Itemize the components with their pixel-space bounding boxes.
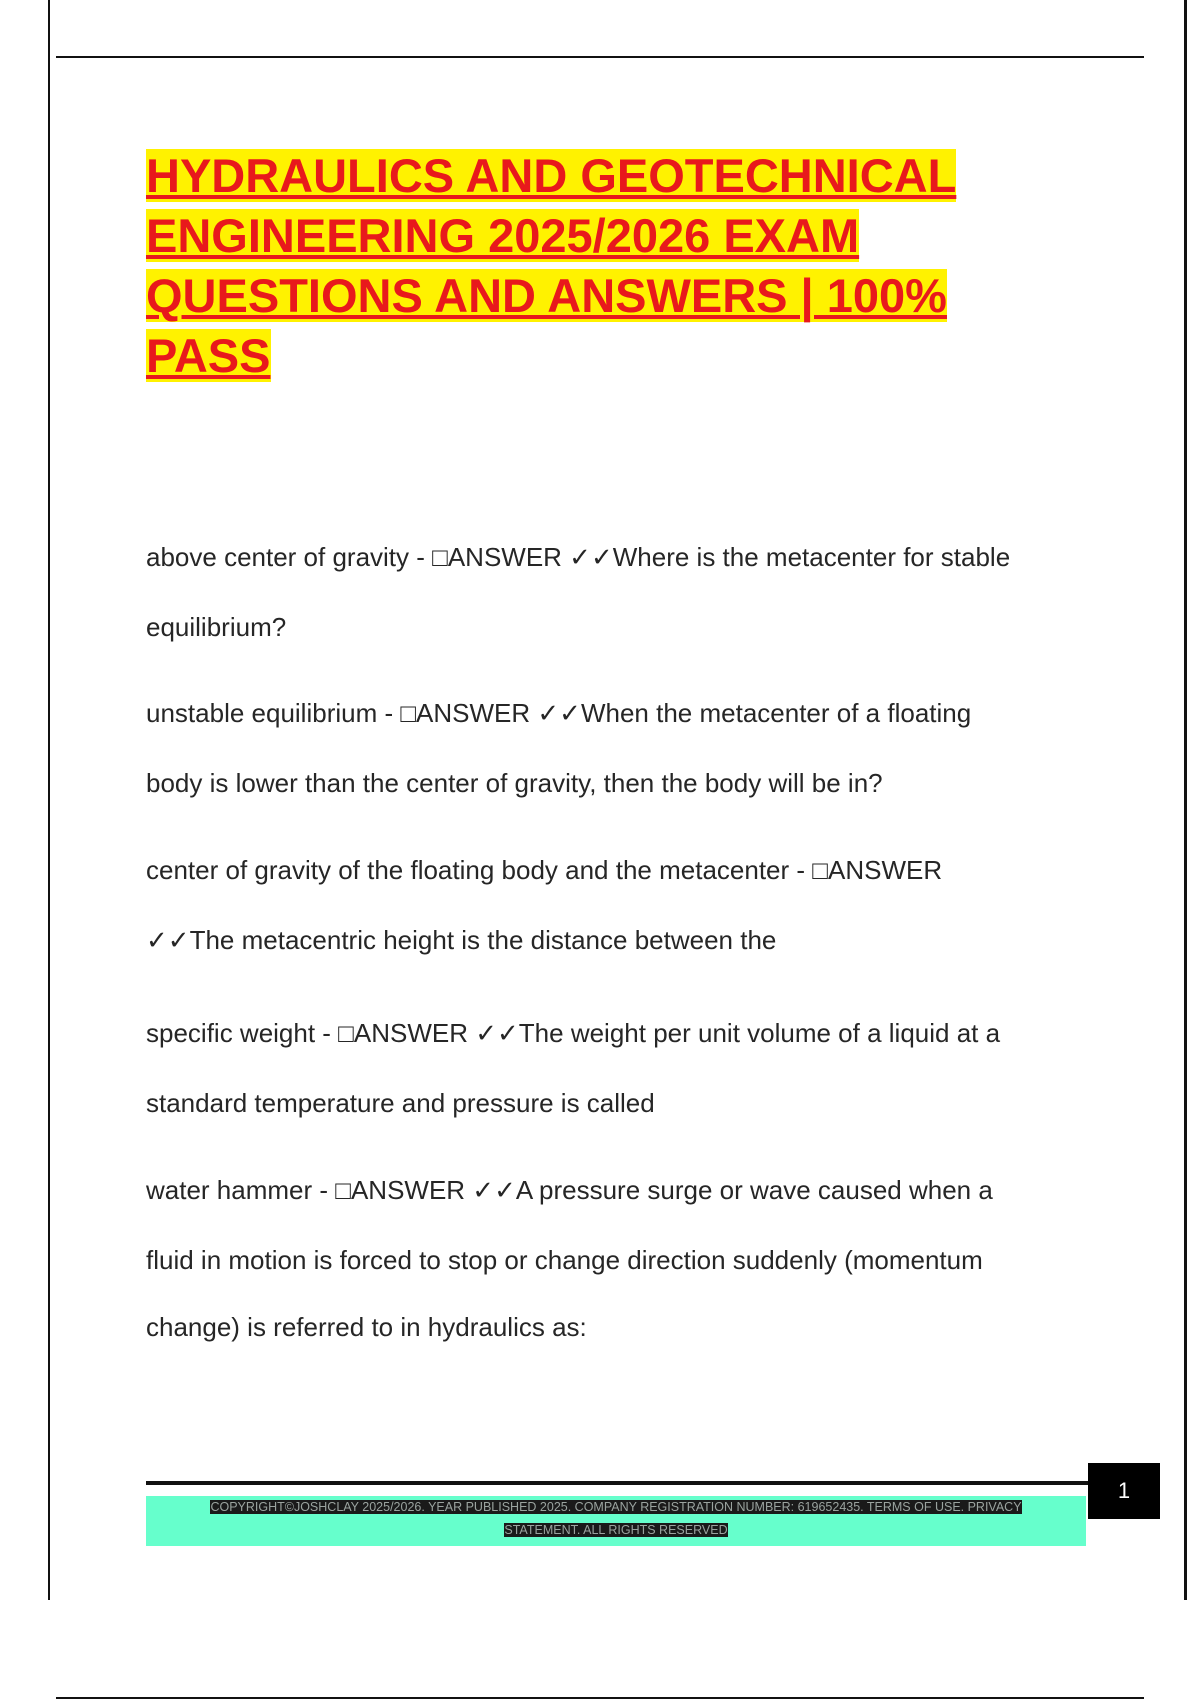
title-line: HYDRAULICS AND GEOTECHNICAL xyxy=(146,149,957,202)
qa-item xyxy=(146,1155,1096,1359)
qa-line: unstable equilibrium - □ANSWER ✓✓When the metacenter of a floating xyxy=(146,698,972,728)
qa-line: fluid in motion is forced to stop or change direction suddenly (momentum xyxy=(146,1245,983,1275)
page-border-right xyxy=(1184,0,1187,1600)
qa-line: standard temperature and pressure is called xyxy=(146,1088,655,1118)
title-line: ENGINEERING 2025/2026 EXAM xyxy=(146,209,860,262)
qa-line: body is lower than the center of gravity, then the body will be in? xyxy=(146,768,883,798)
copyright-line: STATEMENT. ALL RIGHTS RESERVED xyxy=(504,1523,728,1537)
qa-line: equilibrium? xyxy=(146,612,287,642)
qa-item xyxy=(146,522,1096,662)
page-border-left xyxy=(48,0,50,1600)
qa-line: water hammer - □ANSWER ✓✓A pressure surge or wave caused when a xyxy=(146,1175,993,1205)
qa-item xyxy=(146,998,1096,1138)
top-rule xyxy=(56,56,1144,58)
qa-item xyxy=(146,678,1096,818)
qa-item xyxy=(146,835,1096,975)
footer-rule xyxy=(146,1481,1088,1485)
qa-line: above center of gravity - □ANSWER ✓✓Where is the metacenter for stable xyxy=(146,542,1011,572)
page-number: 1 xyxy=(1088,1463,1160,1519)
title-line: PASS xyxy=(146,329,271,382)
qa-line: change) is referred to in hydraulics as: xyxy=(146,1312,587,1342)
qa-line: center of gravity of the floating body and the metacenter - □ANSWER xyxy=(146,855,943,885)
bottom-rule xyxy=(56,1697,1144,1699)
title-line: QUESTIONS AND ANSWERS | 100% xyxy=(146,269,947,322)
document-title xyxy=(146,146,1046,386)
copyright-line: COPYRIGHT©JOSHCLAY 2025/2026. YEAR PUBLISHED 2025. COMPANY REGISTRATION NUMBER: 619652435. TERMS OF USE. PRIVACY xyxy=(210,1500,1022,1514)
qa-line: specific weight - □ANSWER ✓✓The weight per unit volume of a liquid at a xyxy=(146,1018,1001,1048)
qa-line: ✓✓The metacentric height is the distance between the xyxy=(146,925,777,955)
footer-copyright xyxy=(146,1496,1086,1546)
